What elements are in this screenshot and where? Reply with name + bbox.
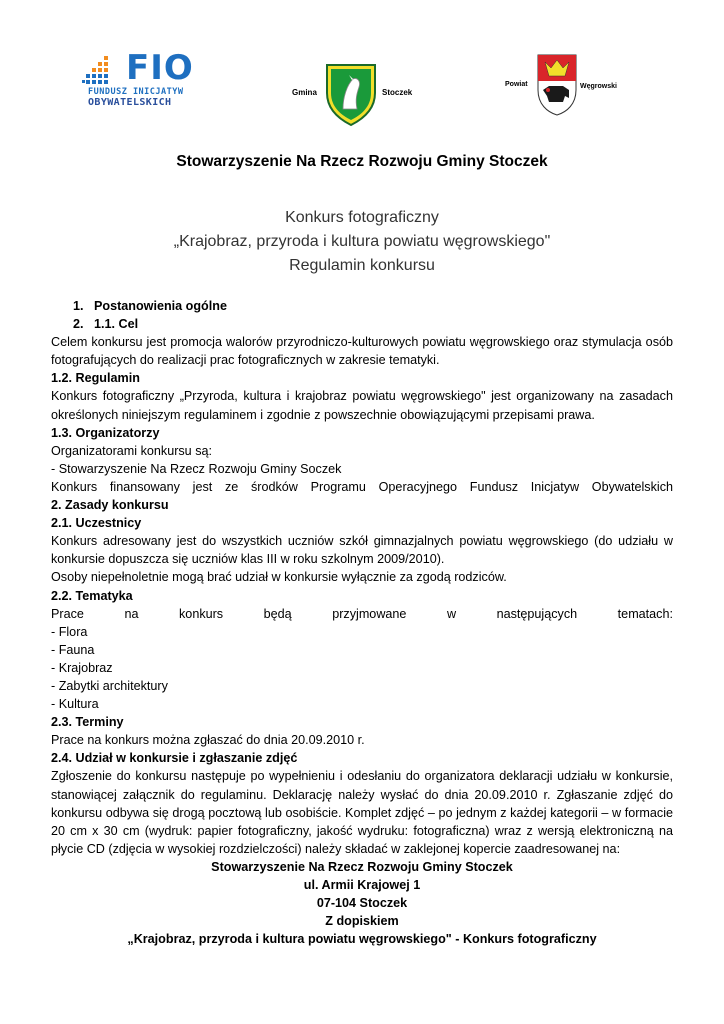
contest-title-line-1: Konkurs fotograficzny (285, 209, 439, 226)
contest-title-line-3: Regulamin konkursu (289, 257, 435, 274)
gmina-shield-icon (325, 63, 377, 127)
section-heading-participants: 2.1. Uczestnicy (51, 516, 142, 531)
list-item: - Flora (51, 624, 88, 639)
section-heading-rules: 1.2. Regulamin (51, 371, 140, 386)
list-item: 2. 1.1. Cel (73, 317, 139, 332)
fio-dots-icon (82, 56, 110, 84)
address-line: Z dopiskiem (325, 914, 399, 929)
topics-intro: Prace na konkurs będą przyjmowane w następujących tematach: (51, 606, 673, 621)
deadlines-paragraph: Prace na konkurs można zgłaszać do dnia 20.09.2010 r. (51, 733, 365, 748)
section-heading-participation: 2.4. Udział w konkursie i zgłaszanie zdjęć (51, 751, 298, 766)
address-line: 07-104 Stoczek (316, 896, 408, 911)
organization-title: Stowarzyszenie Na Rzecz Rozwoju Gminy Stoczek (176, 153, 548, 170)
contest-title (51, 206, 673, 278)
section-heading-goal: 1.1. Cel (94, 317, 139, 332)
participation-paragraph: Zgłoszenie do konkursu następuje po wypełnieniu i odesłaniu do organizatora deklaracji udziału w konkursie, stanowiącej załącznik do regulaminu. Deklarację należy wysłać do dnia 20.09.2010 r. Zgłaszanie zdjęć do konkursu odbywa się drogą pocztową lub osobiście. Komplet zdjęć – po jednym z każdej kategorii – w formacie 20 cm x 30 cm (wydruk: papier fotograficzny, jakość wydruku: fotograficzna) wraz z wersją elektroniczną na płycie CD (zdjęcia w wysokiej rozdzielczości) należy składać w zaklejonej kopercie zaadresowanej na: (51, 769, 673, 856)
powiat-coat-of-arms-icon (537, 54, 577, 116)
list-item: - Zabytki architektury (51, 678, 168, 693)
section-heading-topics: 2.2. Tematyka (51, 588, 133, 603)
fio-logo-text: FIO (126, 48, 194, 88)
list-item: - Kultura (51, 697, 99, 712)
goal-paragraph: Celem konkursu jest promocja walorów przyrodniczo-kulturowych powiatu węgrowskiego oraz stymulacja osób fotografujących do realizacji prac fotograficznych w zakresie tematyki. (51, 335, 673, 368)
list-item: 1. Postanowienia ogólne (73, 299, 227, 313)
stoczek-label: Stoczek (382, 88, 413, 97)
gmina-label: Gmina (292, 88, 317, 97)
contest-title-line-2: „Krajobraz, przyroda i kultura powiatu węgrowskiego" (173, 233, 551, 250)
participants-paragraph: Konkurs adresowany jest do wszystkich uczniów szkół gimnazjalnych powiatu węgrowskiego (do udziału w konkursie dopuszcza się uczniów klas III w roku szkolnym 2009/2010). (51, 534, 673, 567)
list-item: - Krajobraz (51, 660, 113, 675)
fio-logo-subtitle-2: OBYWATELSKICH (88, 97, 172, 108)
address-line: Stowarzyszenie Na Rzecz Rozwoju Gminy Stoczek (211, 859, 513, 874)
fio-logo (82, 48, 202, 114)
powiat-label: Powiat (505, 81, 528, 88)
organizers-item: - Stowarzyszenie Na Rzecz Rozwoju Gminy Soczek (51, 461, 342, 476)
address-line: „Krajobraz, przyroda i kultura powiatu węgrowskiego" - Konkurs fotograficzny (127, 932, 597, 947)
address-line: ul. Armii Krajowej 1 (303, 878, 421, 892)
regulations-body (51, 297, 673, 948)
list-item: - Fauna (51, 642, 95, 657)
section-heading-general: Postanowienia ogólne (94, 299, 227, 313)
funding-note: Konkurs finansowany jest ze środków Programu Operacyjnego Fundusz Inicjatyw Obywatelskich (51, 479, 673, 494)
organizers-intro: Organizatorami konkursu są: (51, 443, 212, 458)
gmina-stoczek-logo (292, 60, 432, 130)
wegrowski-label: Węgrowski (580, 83, 617, 90)
section-heading-deadlines: 2.3. Terminy (51, 715, 124, 730)
participants-note: Osoby niepełnoletnie mogą brać udział w konkursie wyłącznie za zgodą rodziców. (51, 570, 507, 585)
rules-paragraph: Konkurs fotograficzny „Przyroda, kultura i krajobraz powiatu węgrowskiego" jest organizowany na zasadach określonych niniejszym regulaminem i zgodnie z powszechnie obowiązującymi przepisami prawa. (51, 389, 673, 422)
section-heading-principles: 2. Zasady konkursu (51, 498, 169, 513)
logo-bar (0, 0, 724, 135)
section-heading-organizers: 1.3. Organizatorzy (51, 425, 160, 440)
fio-logo-subtitle: FUNDUSZ INICJATYW (88, 87, 184, 97)
powiat-wegrowski-logo (505, 50, 635, 120)
